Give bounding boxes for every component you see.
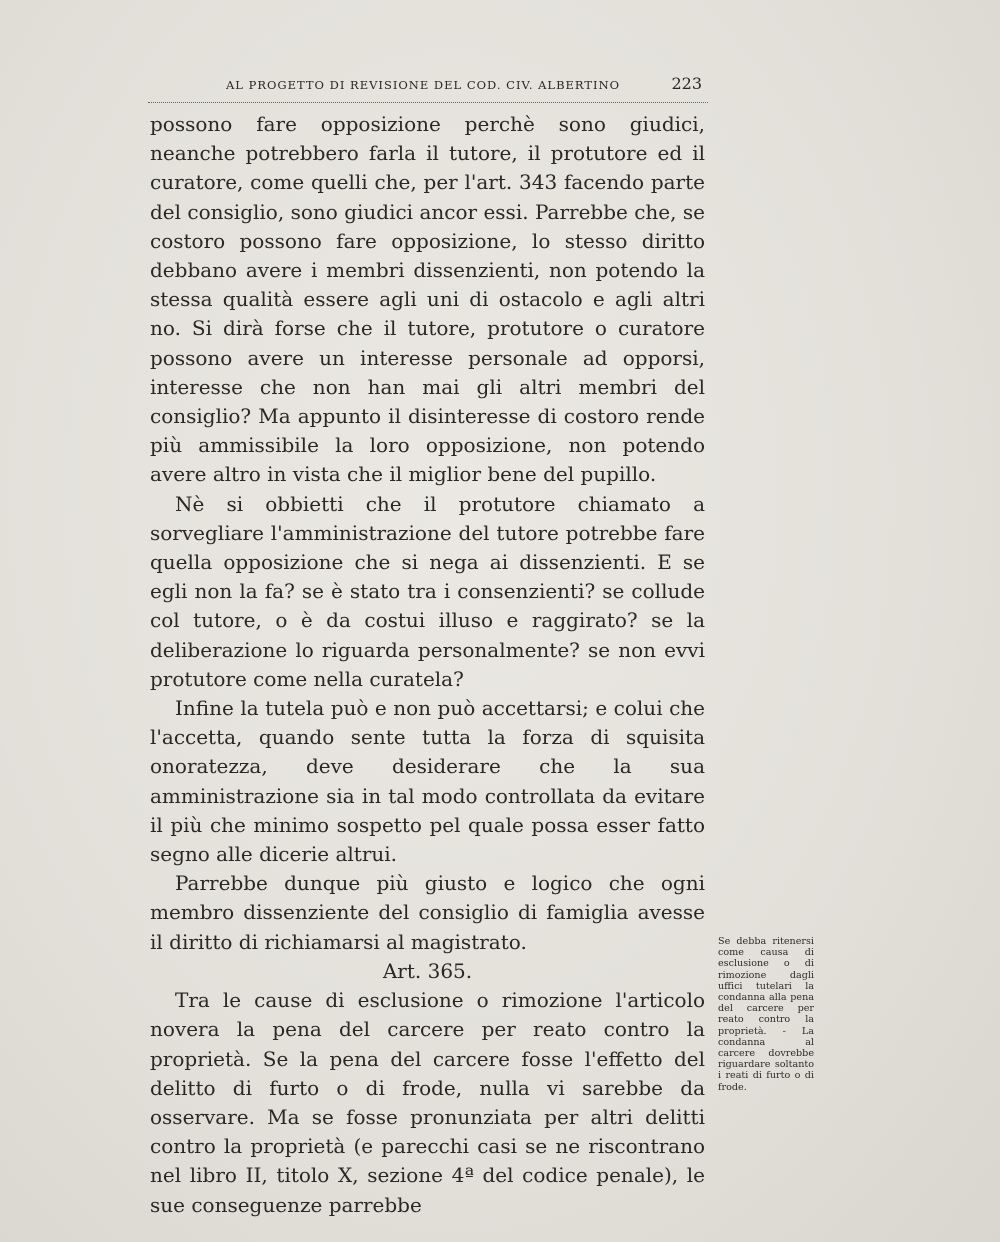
page-number: 223 — [671, 74, 702, 93]
paragraph: Infine la tutela può e non può accettarsi; e colui che l'accetta, quando sente tutta la forza di squisita onoratezza, deve desiderare che la sua amministrazione sia in tal modo controllata da evitare il più che minimo sospetto pel quale possa esser fatto segno alle dicerie altrui. — [150, 696, 705, 867]
paragraph: Parrebbe dunque più giusto e logico che ogni membro dissenziente del consiglio di famiglia avesse il diritto di richiamarsi al magistrato. — [150, 871, 705, 954]
paragraph: possono fare opposizione perchè sono giudici, neanche potrebbero farla il tutore, il protutore ed il curatore, come quelli che, per l'art. 343 facendo parte del consiglio, sono giudici ancor essi. Parrebbe che, se costoro possono fare opposizione, lo stesso diritto debbano avere i membri dissenzienti, non potendo la stessa qualità essere agli uni di ostacolo e agli altri no. Si dirà forse che il tutore, protutore o curatore possono avere un interesse personale ad opporsi, interesse che non han mai gli altri membri del consiglio? Ma appunto il disinteresse di costoro rende più ammissibile la loro opposizione, non potendo avere altro in vista che il miglior bene del pupillo. — [150, 112, 705, 487]
margin-note: Se debba ritenersi come causa di esclusione o di rimozione dagli uffici tutelari la condanna alla pena del carcere per reato contro la proprietà. - La condanna al carcere dovrebbe riguardare soltanto i reati di furto o di frode. — [718, 936, 814, 1093]
running-title: AL PROGETTO DI REVISIONE DEL COD. CIV. ALBERTINO — [226, 78, 621, 92]
article-paragraph: Tra le cause di esclusione o rimozione l'articolo novera la pena del carcere per reato contro la proprietà. Se la pena del carcere fosse l'effetto del delitto di furto o di frode, nulla vi sarebbe da osservare. Ma se fosse pronunziata per altri delitti contro la proprietà (e parecchi casi se ne riscontrano nel libro II, titolo X, sezione 4ª del codice penale), le sue conseguenze parrebbe — [150, 988, 705, 1217]
running-header — [148, 72, 708, 103]
main-text — [150, 110, 705, 1220]
paragraph: Nè si obbietti che il protutore chiamato a sorvegliare l'amministrazione del tutore potrebbe fare quella opposizione che si nega ai dissenzienti. E se egli non la fa? se è stato tra i consenzienti? se collude col tutore, o è da costui illuso e raggirato? se la deliberazione lo riguarda personalmente? se non evvi protutore come nella curatela? — [150, 491, 705, 691]
article-heading: Art. 365. — [382, 958, 473, 983]
